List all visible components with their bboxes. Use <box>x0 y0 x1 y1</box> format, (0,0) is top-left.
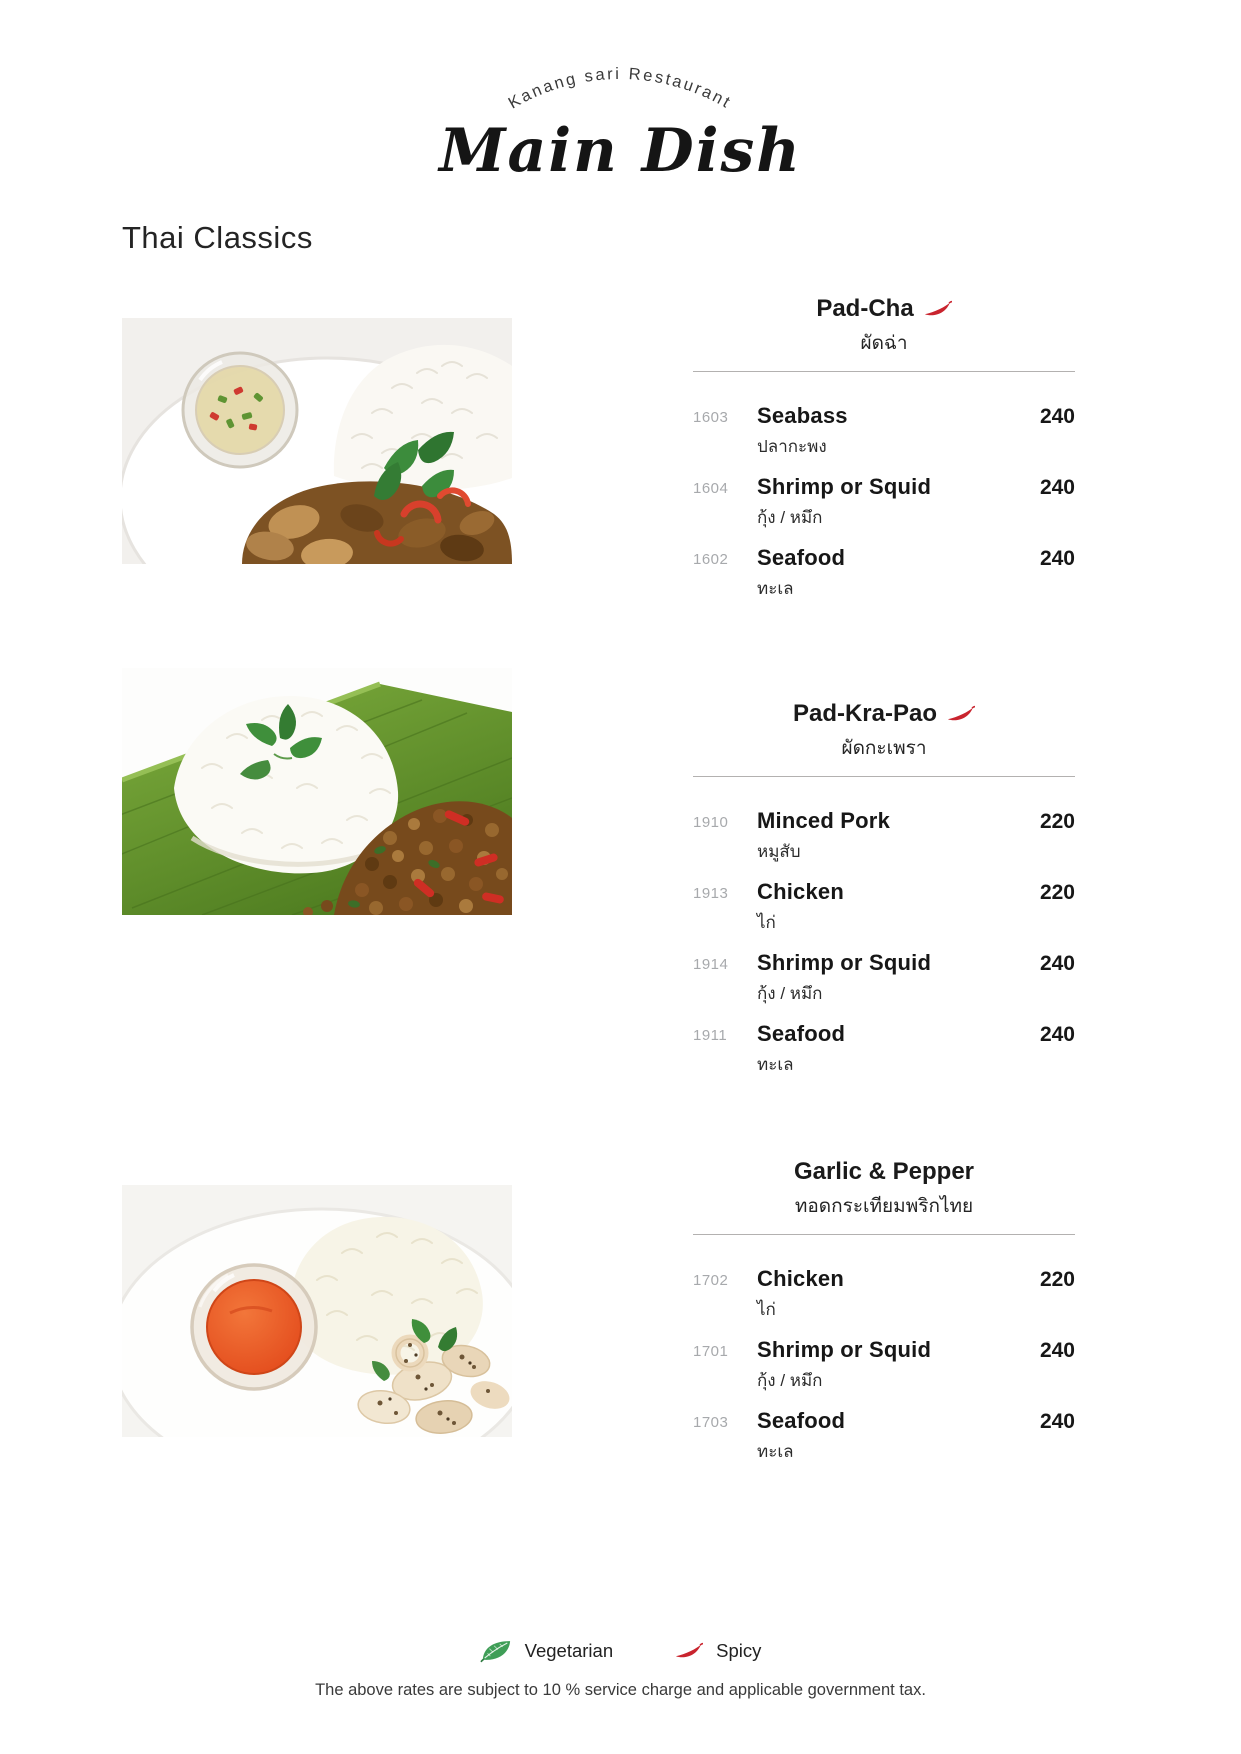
divider <box>693 371 1075 373</box>
pad-cha-photo <box>122 318 512 564</box>
menu-section-pad-kra-pao <box>693 700 1075 1078</box>
restaurant-name: Kanang sari Restaurant <box>505 64 735 113</box>
group-name: Pad-Kra-Pao <box>792 700 938 727</box>
group-name: Pad-Cha <box>816 295 914 322</box>
item-thai-name: ปลากะพง <box>757 437 827 457</box>
group-thai-name: ทอดกระเทียมพริกไทย <box>794 1195 974 1217</box>
item-name: Seabass <box>757 403 848 429</box>
menu-item <box>693 1409 1075 1465</box>
item-code: 1703 <box>693 1414 729 1432</box>
item-name: Shrimp or Squid <box>757 950 932 976</box>
legend-spicy <box>675 1640 761 1662</box>
svg-text:Kanang sari Restaurant <box>505 65 734 113</box>
menu-item <box>693 1022 1075 1078</box>
leaf-icon <box>480 1638 512 1663</box>
item-thai-name: หมูสับ <box>757 842 801 862</box>
item-code: 1701 <box>693 1343 729 1361</box>
item-code: 1702 <box>693 1272 729 1290</box>
menu-section-pad-cha <box>693 295 1075 602</box>
item-code: 1910 <box>693 814 729 832</box>
divider <box>693 776 1075 778</box>
menu-item <box>693 809 1075 865</box>
legend <box>0 1638 1241 1663</box>
footer-note: The above rates are subject to 10 % service charge and applicable government tax. <box>315 1681 926 1699</box>
item-name: Seafood <box>757 1021 846 1047</box>
item-price: 240 <box>1039 476 1075 500</box>
item-thai-name: ทะเล <box>757 1442 794 1462</box>
item-name: Chicken <box>757 879 844 905</box>
item-price: 220 <box>1039 1268 1075 1292</box>
menu-item <box>693 880 1075 936</box>
item-thai-name: ทะเล <box>757 579 794 599</box>
section-heading <box>693 1158 1075 1186</box>
item-price: 220 <box>1039 810 1075 834</box>
legend-vegetarian-label: Vegetarian <box>524 1639 614 1661</box>
menu-item <box>693 1338 1075 1394</box>
pad-kra-pao-photo <box>122 668 512 915</box>
item-price: 240 <box>1039 952 1075 976</box>
item-code: 1603 <box>693 409 729 427</box>
item-code: 1911 <box>693 1027 728 1045</box>
item-thai-name: กุ้ง / หมึก <box>757 984 823 1004</box>
chili-icon <box>924 300 952 318</box>
garlic-pepper-photo <box>122 1185 512 1437</box>
section-heading <box>693 295 1075 323</box>
item-name: Chicken <box>757 1266 844 1292</box>
item-price: 240 <box>1039 1339 1075 1363</box>
divider <box>693 1234 1075 1236</box>
item-thai-name: ไก่ <box>757 1300 776 1320</box>
section-title: Thai Classics <box>122 220 313 255</box>
item-thai-name: ไก่ <box>757 913 776 933</box>
item-code: 1914 <box>693 956 729 974</box>
chili-icon <box>675 1642 703 1660</box>
item-price: 240 <box>1039 547 1075 571</box>
item-price: 240 <box>1039 405 1075 429</box>
menu-item <box>693 404 1075 460</box>
chili-icon <box>947 705 975 723</box>
item-name: Minced Pork <box>757 808 891 834</box>
menu-item <box>693 475 1075 531</box>
item-price: 240 <box>1039 1410 1075 1434</box>
page-title: Main Dish <box>439 116 802 186</box>
group-thai-name: ผัดกะเพรา <box>841 737 927 759</box>
section-heading <box>693 700 1075 728</box>
item-price: 240 <box>1039 1023 1075 1047</box>
menu-item <box>693 546 1075 602</box>
item-code: 1602 <box>693 551 729 569</box>
menu-section-garlic-pepper <box>693 1158 1075 1465</box>
item-name: Shrimp or Squid <box>757 1337 932 1363</box>
item-thai-name: กุ้ง / หมึก <box>757 1371 823 1391</box>
item-thai-name: ทะเล <box>757 1055 794 1075</box>
group-thai-name: ผัดฉ่า <box>860 332 908 354</box>
menu-item <box>693 1267 1075 1323</box>
item-name: Shrimp or Squid <box>757 474 932 500</box>
legend-vegetarian <box>480 1638 613 1663</box>
menu-item <box>693 951 1075 1007</box>
legend-spicy-label: Spicy <box>716 1639 762 1661</box>
item-code: 1604 <box>693 480 729 498</box>
item-price: 220 <box>1039 881 1075 905</box>
group-name: Garlic & Pepper <box>793 1158 975 1185</box>
item-code: 1913 <box>693 885 729 903</box>
item-name: Seafood <box>757 1408 846 1434</box>
item-name: Seafood <box>757 545 846 571</box>
item-thai-name: กุ้ง / หมึก <box>757 508 823 528</box>
